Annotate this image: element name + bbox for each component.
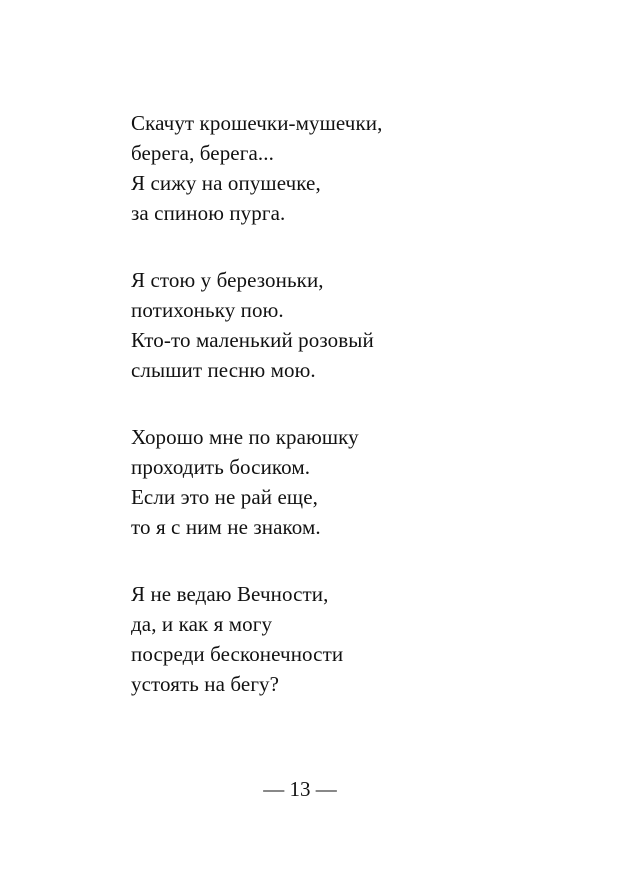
poem-line: берега, берега... (131, 141, 274, 165)
poem-line: Скачут крошечки-мушечки, (131, 111, 383, 135)
poem-line: потихоньку пою. (131, 298, 284, 322)
stanza-3 (131, 422, 571, 542)
poem-line: да, и как я могу (131, 612, 273, 636)
poem-line: Хорошо мне по краюшку (131, 425, 359, 449)
poem-line: слышит песню мою. (131, 358, 316, 382)
poem-line: посреди бесконечности (131, 642, 344, 666)
stanza-1 (131, 108, 571, 228)
poem-line: проходить босиком. (131, 455, 311, 479)
poem (131, 108, 571, 736)
poem-line: Если это не рай еще, (131, 485, 318, 509)
stanza-2 (131, 265, 571, 385)
poem-line: Кто-то маленький розовый (131, 328, 374, 352)
poem-line: за спиною пурга. (131, 201, 286, 225)
poem-line: Я стою у березоньки, (131, 268, 324, 292)
poem-line: устоять на бегу? (131, 672, 280, 696)
poem-line: то я с ним не знаком. (131, 515, 321, 539)
page-number: — 13 — (263, 777, 337, 801)
poem-line: Я сижу на опушечке, (131, 171, 321, 195)
poem-line: Я не ведаю Вечности, (131, 582, 329, 606)
stanza-4 (131, 579, 571, 699)
